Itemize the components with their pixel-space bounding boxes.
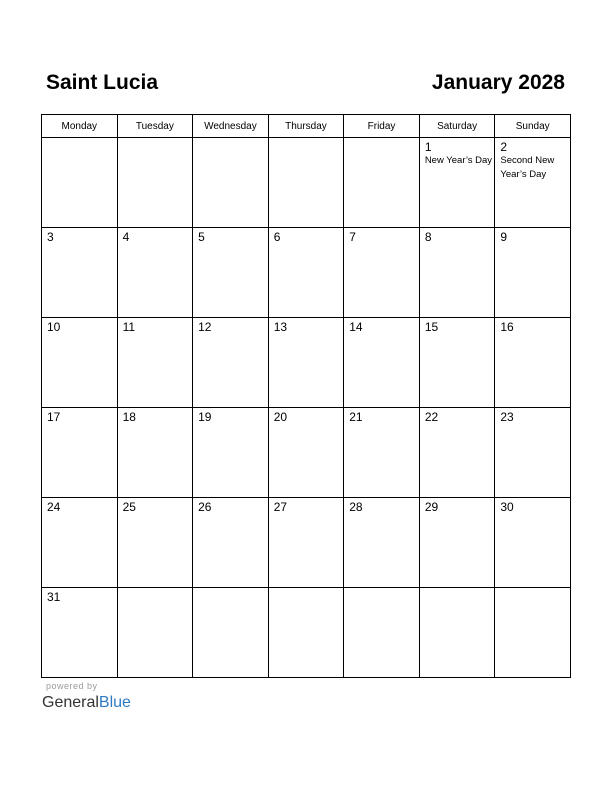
day-cell	[117, 588, 193, 678]
day-number: 15	[424, 320, 439, 334]
day-number: 31	[47, 590, 61, 604]
day-number	[495, 588, 570, 590]
day-cell	[419, 228, 495, 318]
day-cell	[344, 138, 420, 228]
day-cell	[117, 498, 193, 588]
day-cell	[42, 408, 118, 498]
day-number: 8	[424, 230, 432, 244]
day-cell	[419, 408, 495, 498]
weekday-header: Friday	[344, 115, 420, 138]
day-cell	[419, 318, 495, 408]
day-cell	[117, 228, 193, 318]
week-row	[42, 498, 571, 588]
brand-blue-text: Blue	[98, 694, 131, 711]
day-cell	[495, 228, 571, 318]
weekday-header: Thursday	[268, 115, 344, 138]
weekday-header: Sunday	[495, 115, 571, 138]
day-number: 13	[273, 320, 288, 334]
day-cell	[268, 318, 344, 408]
weekday-header: Monday	[42, 115, 118, 138]
day-cell	[419, 588, 495, 678]
day-cell	[117, 138, 193, 228]
day-cell	[42, 228, 118, 318]
month-year-title: January 2028	[431, 71, 565, 94]
day-cell	[268, 408, 344, 498]
powered-by-text: powered by	[46, 681, 98, 691]
day-number: 4	[122, 230, 130, 244]
day-number: 28	[349, 500, 363, 514]
day-number: 11	[122, 320, 136, 334]
day-number: 24	[47, 500, 61, 514]
day-number	[118, 588, 193, 590]
holiday-label: New Year’s Day	[424, 155, 493, 166]
country-title: Saint Lucia	[46, 71, 159, 94]
day-number: 30	[500, 500, 514, 514]
day-cell	[344, 318, 420, 408]
day-number: 17	[47, 410, 61, 424]
week-row	[42, 228, 571, 318]
weekday-header: Tuesday	[117, 115, 193, 138]
weekday-header-row	[42, 115, 571, 138]
day-cell	[419, 498, 495, 588]
day-number	[344, 588, 419, 590]
day-number: 3	[47, 230, 54, 244]
day-number	[42, 138, 117, 140]
day-cell	[193, 408, 269, 498]
day-number: 5	[198, 230, 205, 244]
day-number	[118, 138, 193, 140]
day-cell	[419, 138, 495, 228]
day-number: 27	[273, 500, 288, 514]
day-cell	[117, 408, 193, 498]
day-number: 26	[198, 500, 212, 514]
day-number: 29	[424, 500, 439, 514]
day-cell	[42, 498, 118, 588]
day-cell	[344, 588, 420, 678]
day-number: 20	[273, 410, 288, 424]
week-row	[42, 318, 571, 408]
day-cell	[344, 498, 420, 588]
day-number	[269, 588, 344, 590]
weekday-header: Wednesday	[193, 115, 269, 138]
week-row	[42, 138, 571, 228]
day-number: 7	[349, 230, 356, 244]
day-cell	[344, 228, 420, 318]
day-cell	[268, 138, 344, 228]
day-number	[344, 138, 419, 140]
day-cell	[268, 228, 344, 318]
day-number	[193, 138, 268, 140]
day-cell	[193, 318, 269, 408]
day-cell	[495, 498, 571, 588]
day-cell	[42, 318, 118, 408]
brand-logo	[42, 693, 131, 713]
day-cell	[42, 138, 118, 228]
week-row	[42, 588, 571, 678]
day-cell	[193, 498, 269, 588]
day-cell	[268, 498, 344, 588]
weekday-header: Saturday	[419, 115, 495, 138]
day-cell	[193, 588, 269, 678]
day-cell	[117, 318, 193, 408]
day-number: 16	[500, 320, 514, 334]
day-cell	[193, 228, 269, 318]
day-number: 2	[500, 140, 508, 154]
day-number	[269, 138, 344, 140]
day-number: 1	[424, 140, 432, 154]
day-cell	[268, 588, 344, 678]
day-number: 22	[424, 410, 439, 424]
day-cell	[193, 138, 269, 228]
brand-general-text: General	[42, 694, 99, 711]
day-cell	[495, 138, 571, 228]
day-number: 10	[47, 320, 61, 334]
holiday-label: Second New Year’s Day	[500, 155, 555, 180]
day-number	[420, 588, 495, 590]
day-number: 18	[122, 410, 136, 424]
day-cell	[42, 588, 118, 678]
day-cell	[344, 408, 420, 498]
day-cell	[495, 318, 571, 408]
week-row	[42, 408, 571, 498]
day-number: 6	[273, 230, 281, 244]
day-number: 25	[122, 500, 136, 514]
day-number: 23	[500, 410, 514, 424]
day-number: 21	[349, 410, 363, 424]
day-number	[193, 588, 268, 590]
day-number: 19	[198, 410, 212, 424]
day-cell	[495, 588, 571, 678]
calendar-grid	[41, 114, 571, 678]
day-number: 9	[500, 230, 508, 244]
day-number: 12	[198, 320, 212, 334]
day-number: 14	[349, 320, 363, 334]
day-cell	[495, 408, 571, 498]
